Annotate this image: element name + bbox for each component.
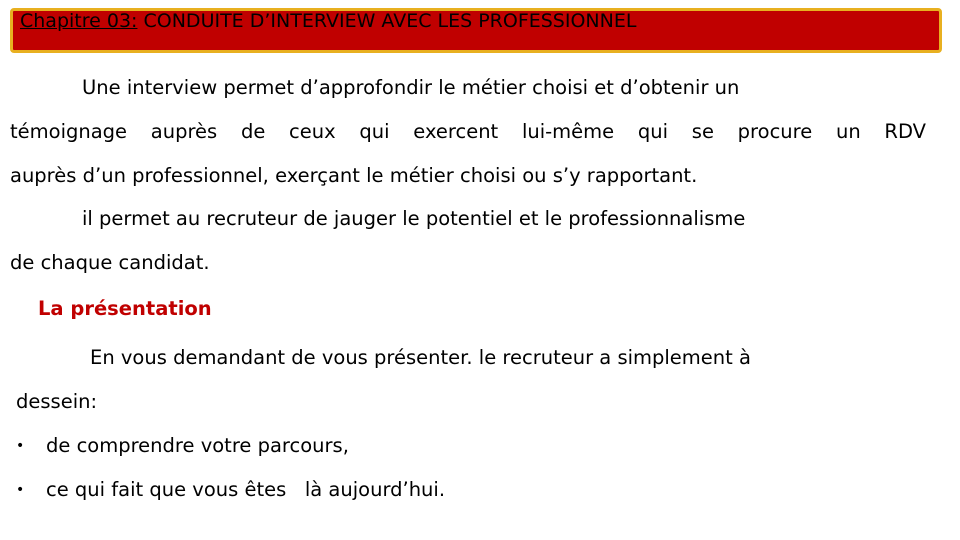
paragraph-3-line-2: dessein: bbox=[16, 390, 98, 413]
paragraph-1-line-1: Une interview permet d’approfondir le métier choisi et d’obtenir un bbox=[82, 76, 740, 99]
list-item bbox=[16, 424, 349, 468]
page-title bbox=[20, 10, 636, 32]
list-item bbox=[16, 468, 445, 512]
chapter-label: Chapitre 03: bbox=[20, 10, 138, 32]
bullet-text: de comprendre votre parcours, bbox=[46, 434, 349, 457]
bullet-text: ce qui fait que vous êtes là aujourd’hui. bbox=[46, 478, 446, 501]
paragraph-2-line-1: il permet au recruteur de jauger le potentiel et le professionnalisme bbox=[82, 207, 746, 230]
paragraph-3-line-1: En vous demandant de vous présenter. le recruteur a simplement à bbox=[90, 346, 751, 369]
paragraph-2-line-2: de chaque candidat. bbox=[10, 251, 210, 274]
paragraph-1-line-3: auprès d’un professionnel, exerçant le métier choisi ou s’y rapportant. bbox=[10, 164, 698, 187]
bullet-icon: • bbox=[16, 438, 25, 454]
bullet-icon: • bbox=[16, 482, 25, 498]
section-heading: La présentation bbox=[38, 297, 212, 320]
paragraph-1-line-2: témoignage auprès de ceux qui exercent lui-même qui se procure un RDV bbox=[10, 120, 926, 143]
chapter-heading: CONDUITE D’INTERVIEW AVEC LES PROFESSIONNEL bbox=[143, 10, 637, 32]
